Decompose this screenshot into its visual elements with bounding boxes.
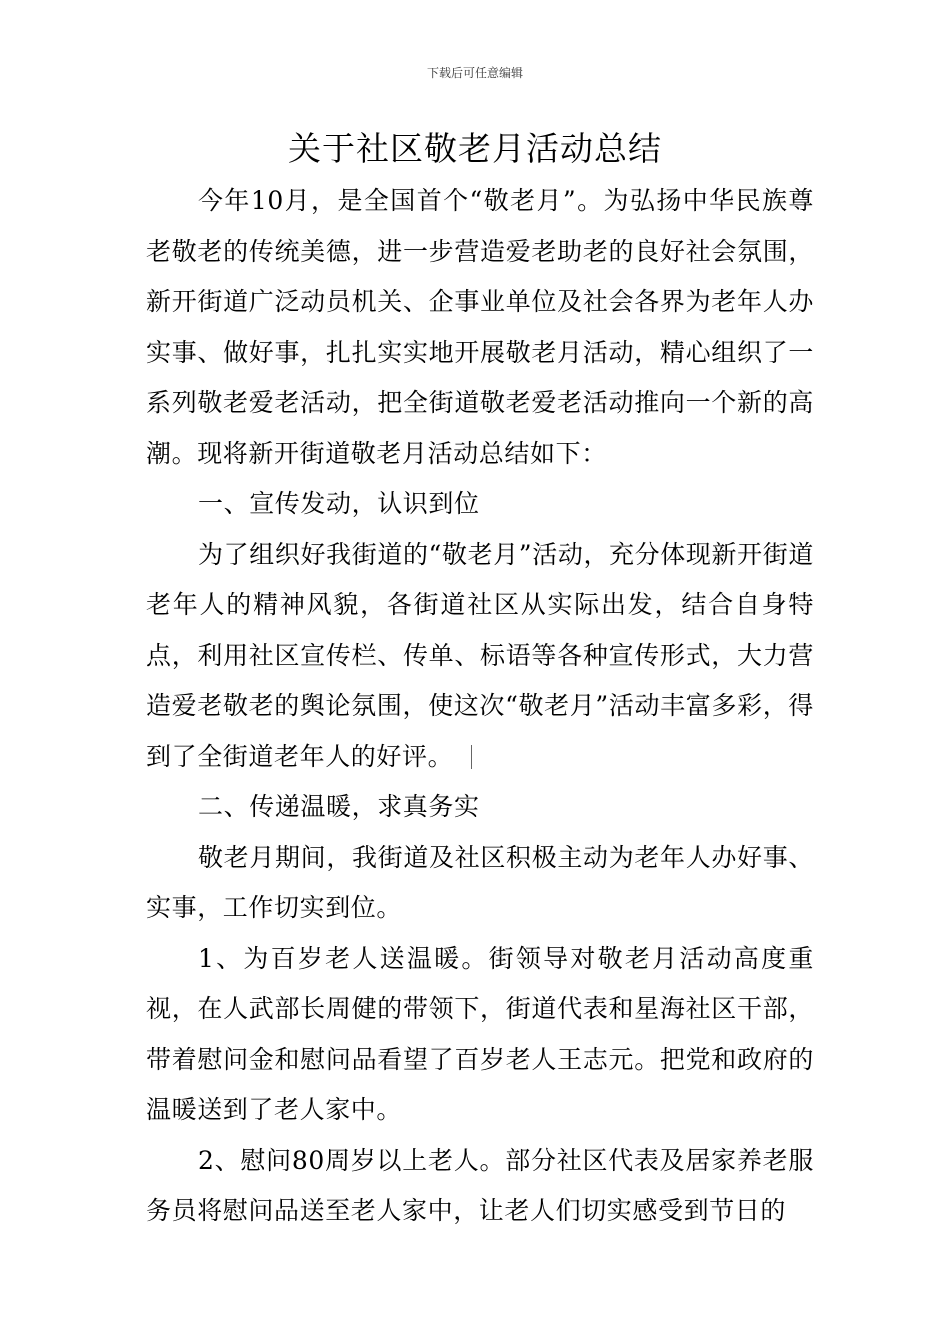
header-note: 下载后可任意编辑 bbox=[426, 66, 523, 80]
text-cursor bbox=[471, 745, 472, 769]
item-2-paragraph: 2、慰问80周岁以上老人。部分社区代表及居家养老服务员将慰问品送至老人家中，让老人们切实感受到节日的 bbox=[146, 1145, 814, 1225]
section-heading-1: 一、宣传发动，认识到位 bbox=[198, 489, 480, 518]
section-heading-2: 二、传递温暖，求真务实 bbox=[198, 792, 480, 821]
document-title: 关于社区敬老月活动总结 bbox=[288, 129, 662, 168]
document-body bbox=[146, 176, 814, 1237]
item-1-paragraph: 1、为百岁老人送温暖。街领导对敬老月活动高度重视，在人武部长周健的带领下，街道代表和星海社区干部，带着慰问金和慰问品看望了百岁老人王志元。把党和政府的温暖送到了老人家中。 bbox=[146, 943, 814, 1124]
intro-paragraph: 今年10月，是全国首个“敬老月”。为弘扬中华民族尊老敬老的传统美德，进一步营造爱老助老的良好社会氛围，新开街道广泛动员机关、企事业单位及社会各界为老年人办实事、做好事，扎扎实实地开展敬老月活动，精心组织了一系列敬老爱老活动，把全街道敬老爱老活动推向一个新的高潮。现将新开街道敬老月活动总结如下： bbox=[146, 186, 814, 468]
section-2-paragraph: 敬老月期间，我街道及社区积极主动为老年人办好事、实事，工作切实到位。 bbox=[146, 842, 814, 922]
section-1-text: 为了组织好我街道的“敬老月”活动，充分体现新开街道老年人的精神风貌，各街道社区从实际出发，结合自身特点，利用社区宣传栏、传单、标语等各种宣传形式，大力营造爱老敬老的舆论氛围，使这次“敬老月”活动丰富多彩，得到了全街道老年人的好评。 bbox=[146, 539, 814, 771]
section-1-paragraph bbox=[146, 530, 814, 783]
